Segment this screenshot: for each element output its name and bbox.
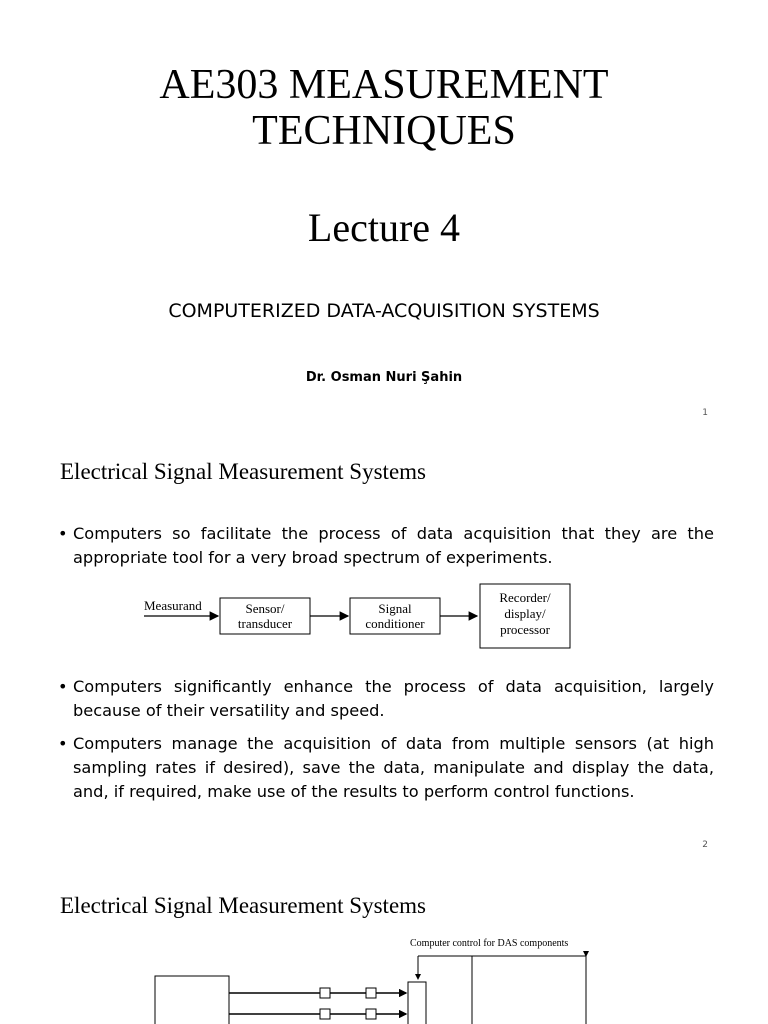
slide-3 (0, 860, 768, 1024)
page-number: 2 (702, 840, 708, 850)
conditioner-label-line-2: conditioner (365, 616, 425, 631)
filter-block-1 (320, 988, 330, 998)
bullet-dot-icon: • (58, 524, 68, 543)
bullet-dot-icon: • (58, 677, 68, 696)
slide-1 (0, 0, 768, 430)
bullet-text: Computers significantly enhance the process of data acquisition, largely because of their versatility and speed. (73, 677, 714, 720)
course-title-line-1: AE303 MEASUREMENT (159, 62, 609, 108)
multiplexer-block (408, 982, 426, 1024)
slide-heading: Electrical Signal Measurement Systems (60, 893, 426, 918)
bullet-text: Computers manage the acquisition of data from multiple sensors (at high sampling rates if desired), save the data, manipulate and display the data, and, if required, make use of the results to perform control functions. (73, 734, 714, 801)
sensor-label-line-2: transducer (237, 616, 293, 631)
conditioner-label-line-1: Signal (378, 601, 412, 616)
recorder-label-line-2: display/ (504, 606, 546, 621)
lecture-number: Lecture 4 (307, 205, 461, 250)
bullet-dot-icon: • (58, 734, 68, 753)
bullet-text: Computers so facilitate the process of data acquisition that they are the appropriate tool for a very broad spectrum of experiments. (73, 524, 714, 567)
filter-block-2 (320, 1009, 330, 1019)
course-title-line-2: TECHNIQUES (252, 108, 516, 154)
sensor-array-block (155, 976, 229, 1024)
page-number: 1 (702, 408, 708, 418)
lecture-subtitle: COMPUTERIZED DATA-ACQUISITION SYSTEMS (168, 300, 600, 322)
bullet-item (58, 732, 714, 804)
recorder-label-line-1: Recorder/ (499, 590, 551, 605)
bullet-item (58, 522, 714, 570)
das-caption: Computer control for DAS components (410, 938, 569, 949)
slide-heading: Electrical Signal Measurement Systems (60, 459, 426, 484)
das-diagram (150, 934, 610, 1024)
measurand-label: Measurand (144, 598, 202, 613)
sensor-label-line-1: Sensor/ (245, 601, 285, 616)
slide-2 (0, 430, 768, 860)
block-diagram (140, 580, 580, 652)
amp-block-1 (366, 988, 376, 998)
recorder-label-line-3: processor (500, 622, 550, 637)
bullet-item (58, 675, 714, 723)
amp-block-2 (366, 1009, 376, 1019)
author-name: Dr. Osman Nuri Şahin (305, 370, 463, 385)
course-title (0, 62, 768, 154)
